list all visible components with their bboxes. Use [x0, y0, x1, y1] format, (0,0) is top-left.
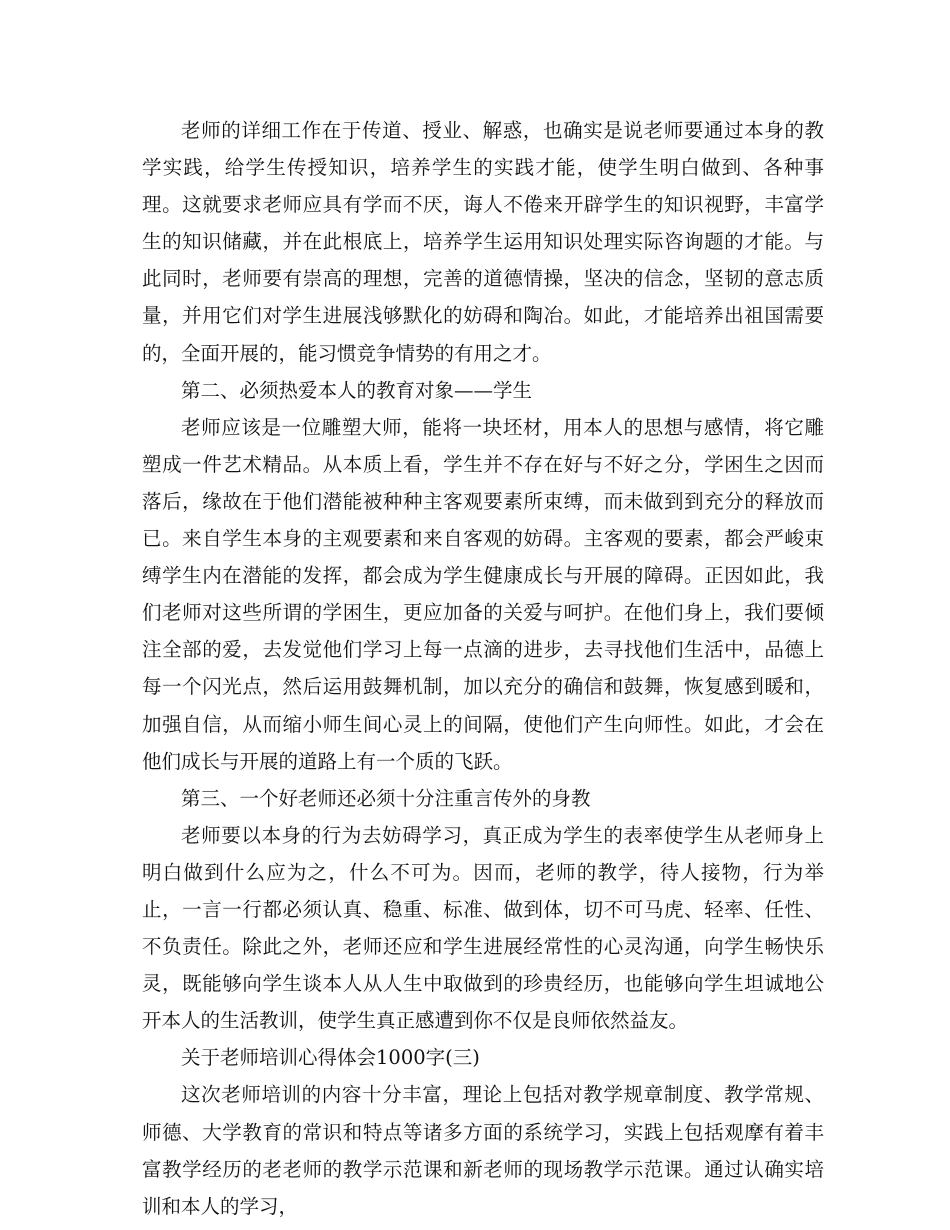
section-heading: 第三、一个好老师还必须十分注重言传外的身教 [181, 786, 591, 810]
paragraph: 老师应该是一位雕塑大师，能将一块坯材，用本人的思想与感情，将它雕塑成一件艺术精品。从本质上看，学生并不存在好与不好之分，学困生之因而落后，缘故在于他们潜能被种种主客观要素所束缚，而未做到到充分的释放而已。来自学生本身的主观要素和来自客观的妨碍。主客观的要素，都会严峻束缚学生内在潜能的发挥，都会成为学生健康成长与开展的障碍。正因如此，我们老师对这些所谓的学困生，更应加备的关爱与呵护。在他们身上，我们要倾注全部的爱，去发觉他们学习上每一点滴的进步，去寻找他们生活中，品德上每一个闪光点，然后运用鼓舞机制，加以充分的确信和鼓舞，恢复感到暖和，加强自信，从而缩小师生间心灵上的间隔，使他们产生向师性。如此，才会在他们成长与开展的道路上有一个质的飞跃。 [142, 415, 824, 773]
paragraph: 老师要以本身的行为去妨碍学习，真正成为学生的表率使学生从老师身上明白做到什么应为之，什么不可为。因而，老师的教学，待人接物，行为举止，一言一行都必须认真、稳重、标准、做到体，切不可马虎、轻率、任性、不负责任。除此之外，老师还应和学生进展经常性的心灵沟通，向学生畅快乐灵，既能够向学生谈本人从人生中取做到的珍贵经历，也能够向学生坦诚地公开本人的生活教训，使学生真正感遭到你不仅是良师依然益友。 [142, 823, 824, 1033]
document-body [142, 112, 824, 1225]
paragraph: 这次老师培训的内容十分丰富，理论上包括对教学规章制度、教学常规、师德、大学教育的常识和特点等诸多方面的系统学习，实践上包括观摩有着丰富教学经历的老老师的教学示范课和新老师的现场教学示范课。通过认确实培训和本人的学习， [142, 1083, 824, 1218]
section-heading: 第二、必须热爱本人的教育对象——学生 [181, 378, 533, 402]
paragraph: 老师的详细工作在于传道、授业、解惑，也确实是说老师要通过本身的教学实践，给学生传授知识，培养学生的实践才能，使学生明白做到、各种事理。这就要求老师应具有学而不厌，诲人不倦来开辟学生的知识视野，丰富学生的知识储藏，并在此根底上，培养学生运用知识处理实际咨询题的才能。与此同时，老师要有崇高的理想，完善的道德情操，坚决的信念，坚韧的意志质量，并用它们对学生进展浅够默化的妨碍和陶冶。如此，才能培养出祖国需要的，全面开展的，能习惯竞争情势的有用之才。 [142, 119, 824, 365]
section-heading: 关于老师培训心得体会1000字(三) [181, 1046, 480, 1070]
